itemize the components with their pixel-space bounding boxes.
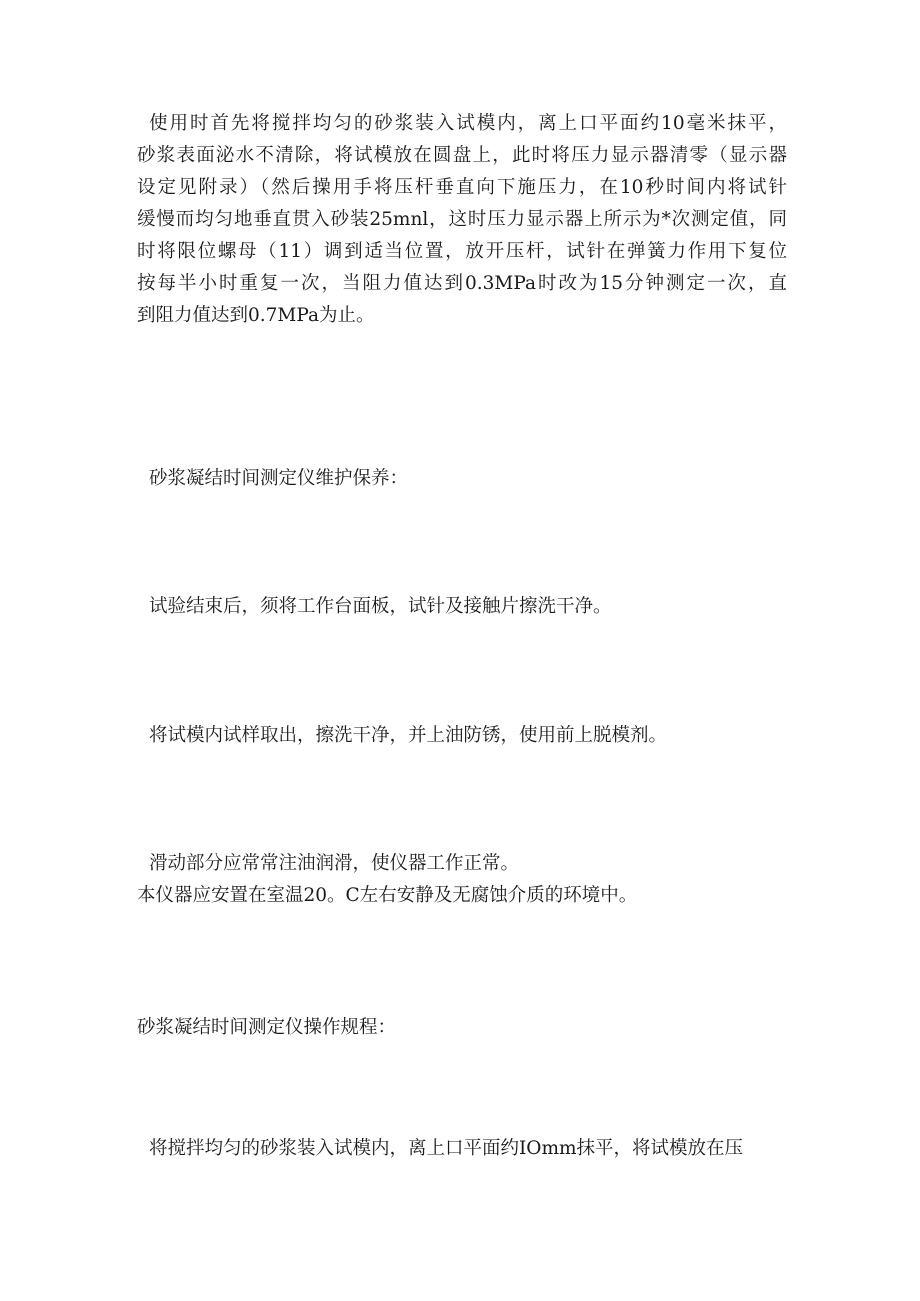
- maintenance-item: 试验结束后，须将工作台面板，试针及接触片擦洗干净。: [149, 596, 612, 617]
- usage-paragraph: [137, 108, 797, 332]
- maintenance-item: 滑动部分应常常注油润滑，使仪器工作正常。: [149, 853, 520, 874]
- maintenance-heading: 砂浆凝结时间测定仪维护保养：: [149, 468, 409, 489]
- operation-heading: 砂浆凝结时间测定仪操作规程：: [137, 1017, 397, 1038]
- paragraph-line: 时将限位螺母（11）调到适当位置，放开压杆，试针在弹簧力作用下复位: [137, 241, 787, 262]
- operation-paragraph-line: 将搅拌均匀的砂浆装入试模内，离上口平面约IOmm抹平，将试模放在压: [149, 1138, 744, 1159]
- paragraph-line: 缓慢而均匀地垂直贯入砂装25mnl，这时压力显示器上所示为*次测定值，同: [137, 209, 787, 230]
- paragraph-line: 到阻力值达到0.7MPa为止。: [137, 305, 375, 326]
- maintenance-item: 将试模内试样取出，擦洗干净，并上油防锈，使用前上脱模剂。: [149, 725, 668, 746]
- maintenance-item: 本仪器应安置在室温20。C左右安静及无腐蚀介质的环境中。: [137, 885, 638, 906]
- paragraph-line: 按每半小时重复一次，当阻力值达到0.3MPa时改为15分钟测定一次，直: [137, 273, 787, 294]
- paragraph-line: 使用时首先将搅拌均匀的砂浆装入试模内，离上口平面约10毫米抹平，: [149, 113, 787, 134]
- paragraph-line: 设定见附录）（然后操用手将压杆垂直向下施压力，在10秒时间内将试针: [137, 177, 787, 198]
- paragraph-line: 砂浆表面泌水不清除，将试模放在圆盘上，此时将压力显示器清零（显示器: [137, 145, 787, 166]
